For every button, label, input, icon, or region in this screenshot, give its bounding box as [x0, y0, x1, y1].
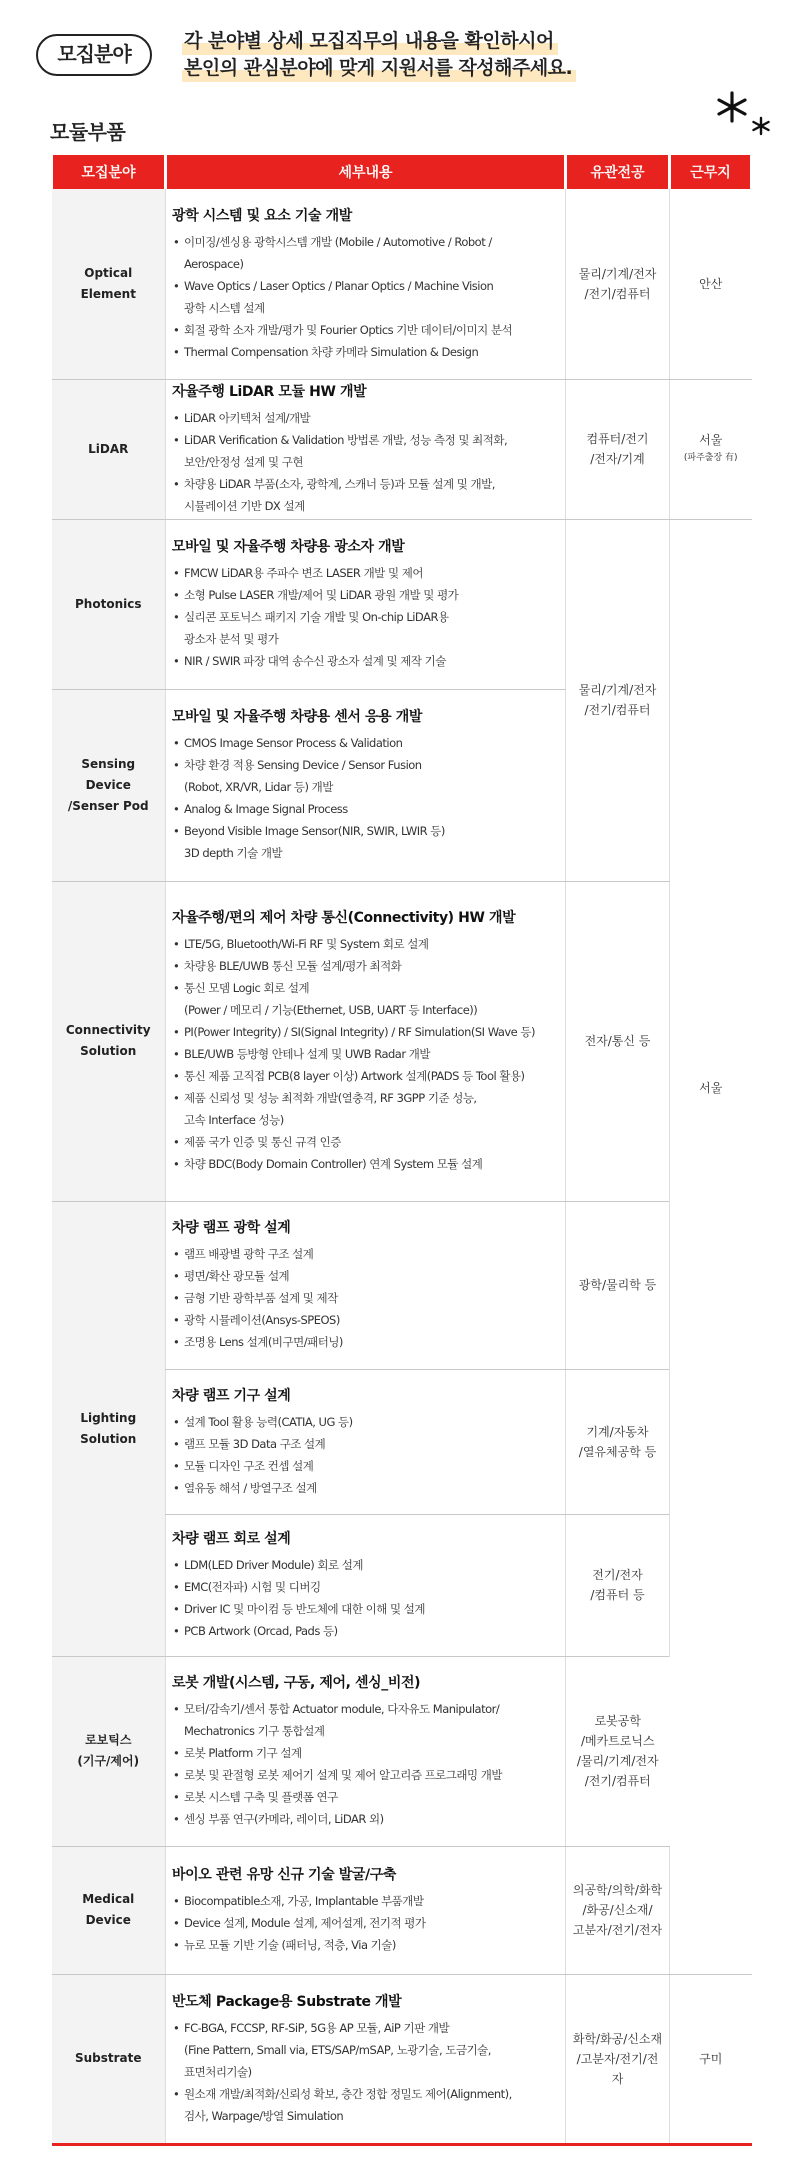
list-item: • LiDAR 아키텍처 설계/개발 — [172, 407, 559, 429]
category-cell: Photonics — [52, 519, 166, 689]
list-item: (Power / 메모리 / 기능(Ethernet, USB, UART 등 Interface)) — [184, 1003, 478, 1017]
list-item: • LiDAR Verification & Validation 방법론 개발, 성능 측정 및 최적화, — [172, 429, 559, 451]
major-cell: 화학/화공/신소재 /고분자/전기/전자 — [566, 1974, 670, 2144]
intro-line-2: 본인의 관심분야에 맞게 지원서를 작성해주세요. — [182, 55, 576, 82]
recruit-field-badge: 모집분야 — [36, 34, 152, 76]
list-item: • PI(Power Integrity) / SI(Signal Integrity) / RF Simulation(SI Wave 등) — [172, 1021, 559, 1043]
header-location: 근무지 — [670, 155, 752, 189]
table-row — [52, 1846, 752, 1974]
major-cell: 전자/통신 등 — [566, 881, 670, 1201]
table-row — [52, 379, 752, 519]
category-cell: Optical Element — [52, 189, 166, 379]
category-cell: 로보틱스 (기구/제어) — [52, 1656, 166, 1846]
list-item: 광학 시스템 설계 — [184, 300, 265, 315]
major-cell: 전기/전자 /컴퓨터 등 — [566, 1514, 670, 1656]
details-cell — [166, 1369, 566, 1514]
major-cell: 광학/물리학 등 — [566, 1201, 670, 1369]
list-item: • FMCW LiDAR용 주파수 변조 LASER 개발 및 제어 — [172, 562, 559, 584]
list-item: • 모터/감속기/센서 통합 Actuator module, 다자유도 Manipulator/ — [172, 1698, 559, 1720]
header-field: 모집분야 — [52, 155, 166, 189]
asterisk-icon — [716, 90, 776, 150]
list-item: • 제품 국가 인증 및 통신 규격 인증 — [172, 1131, 559, 1153]
list-item: • EMC(전자파) 시험 및 디버깅 — [172, 1576, 559, 1598]
details-title: 자율주행/편의 제어 차량 통신(Connectivity) HW 개발 — [172, 910, 516, 926]
list-item: • Wave Optics / Laser Optics / Planar Optics / Machine Vision — [172, 275, 559, 297]
major-cell: 물리/기계/전자 /전기/컴퓨터 — [566, 189, 670, 379]
list-item: • LTE/5G, Bluetooth/Wi-Fi RF 및 System 회로 설계 — [172, 933, 559, 955]
details-title: 반도체 Package용 Substrate 개발 — [172, 1993, 402, 2010]
list-item: • 광학 시뮬레이션(Ansys-SPEOS) — [172, 1309, 559, 1331]
list-item: • 차량용 LiDAR 부품(소자, 광학계, 스캐너 등)과 모듈 설계 및 개발, — [172, 473, 559, 495]
table-header-row — [52, 155, 752, 189]
list-item: • Device 설계, Module 설계, 제어설계, 전기적 평가 — [172, 1912, 559, 1934]
list-item: • Beyond Visible Image Sensor(NIR, SWIR, LWIR 등) — [172, 820, 559, 842]
category-cell: Medical Device — [52, 1846, 166, 1974]
category-cell: Substrate — [52, 1974, 166, 2144]
list-item: • Analog & Image Signal Process — [172, 798, 559, 820]
list-item: • 차량 BDC(Body Domain Controller) 연계 System 모듈 설계 — [172, 1153, 559, 1175]
details-title: 차량 램프 기구 설계 — [172, 1387, 291, 1404]
major-cell: 로봇공학 /메카트로닉스 /물리/기계/전자 /전기/컴퓨터 — [566, 1656, 670, 1846]
list-item: • LDM(LED Driver Module) 회로 설계 — [172, 1554, 559, 1576]
list-item: 보안/안정성 설계 및 구현 — [184, 455, 303, 469]
location-cell: 서울 — [670, 519, 752, 1656]
details-cell — [166, 1846, 566, 1974]
details-title: 바이오 관련 유망 신규 기술 발굴/구축 — [172, 1867, 396, 1883]
list-item: • 모듈 디자인 구조 컨셉 설계 — [172, 1455, 559, 1477]
details-title: 자율주행 LiDAR 모듈 HW 개발 — [172, 384, 367, 400]
list-item: • NIR / SWIR 파장 대역 송수신 광소자 설계 및 제작 기술 — [172, 650, 559, 672]
list-item: • 센싱 부품 연구(카메라, 레이더, LiDAR 외) — [172, 1808, 559, 1830]
major-cell: 기계/자동차 /열유체공학 등 — [566, 1369, 670, 1514]
list-item: • 통신 모뎀 Logic 회로 설계 — [172, 977, 559, 999]
list-item: (Robot, XR/VR, Lidar 등) 개발 — [184, 780, 333, 794]
list-item: • 열유동 해석 / 방열구조 설계 — [172, 1477, 559, 1499]
intro-text — [182, 28, 702, 82]
location-note: (파주출장 有) — [683, 453, 738, 463]
location-cell: 구미 — [670, 1974, 752, 2144]
list-item: • PCB Artwork (Orcad, Pads 등) — [172, 1620, 559, 1642]
major-cell: 컴퓨터/전기 /전자/기계 — [566, 379, 670, 519]
list-item: • 평면/확산 광모듈 설계 — [172, 1265, 559, 1287]
header-details: 세부내용 — [166, 155, 566, 189]
table-row — [52, 1656, 752, 1846]
details-cell — [166, 1974, 566, 2144]
list-item: 시뮬레이션 기반 DX 설계 — [184, 499, 305, 513]
category-cell: LiDAR — [52, 379, 166, 519]
page-header — [36, 28, 776, 98]
header-major: 유관전공 — [566, 155, 670, 189]
list-item: • 뉴로 모듈 기반 기술 (패터닝, 적층, Via 기술) — [172, 1934, 559, 1956]
details-title: 차량 램프 회로 설계 — [172, 1531, 291, 1547]
category-cell: Sensing Device /Senser Pod — [52, 689, 166, 881]
table-row — [52, 881, 752, 1201]
details-cell — [166, 1656, 566, 1846]
list-item: 3D depth 기술 개발 — [184, 846, 283, 860]
location-cell — [670, 379, 752, 519]
list-item: • 램프 모듈 3D Data 구조 설계 — [172, 1433, 559, 1455]
list-item: 검사, Warpage/방열 Simulation — [184, 2108, 344, 2123]
list-item: • 소형 Pulse LASER 개발/제어 및 LiDAR 광원 개발 및 평가 — [172, 584, 559, 606]
details-cell — [166, 379, 566, 519]
details-title: 모바일 및 자율주행 차량용 광소자 개발 — [172, 539, 405, 555]
list-item: • 로봇 및 관절형 로봇 제어기 설계 및 제어 알고리즘 프로그래밍 개발 — [172, 1764, 559, 1786]
list-item: • 실리콘 포토닉스 패키지 기술 개발 및 On-chip LiDAR용 — [172, 606, 559, 628]
location-cell — [670, 1846, 752, 1974]
list-item: 광소자 분석 및 평가 — [184, 632, 279, 646]
details-cell — [166, 189, 566, 379]
list-item: • 로봇 Platform 기구 설계 — [172, 1742, 559, 1764]
list-item: • 금형 기반 광학부품 설계 및 제작 — [172, 1287, 559, 1309]
section-title: 모듈부품 — [50, 120, 126, 144]
details-cell — [166, 519, 566, 689]
major-cell: 의공학/의학/화학 /화공/신소재/ 고분자/전기/전자 — [566, 1846, 670, 1974]
details-cell — [166, 881, 566, 1201]
list-item: • 차량용 BLE/UWB 통신 모듈 설계/평가 최적화 — [172, 955, 559, 977]
list-item: • 램프 배광별 광학 구조 설계 — [172, 1243, 559, 1265]
list-item: • Driver IC 및 마이컴 등 반도체에 대한 이해 및 설계 — [172, 1598, 559, 1620]
category-cell: Connectivity Solution — [52, 881, 166, 1201]
details-cell — [166, 1514, 566, 1656]
list-item: 표면처리기술) — [184, 2064, 252, 2079]
list-item: Aerospace) — [184, 256, 244, 271]
details-title: 광학 시스템 및 요소 기술 개발 — [172, 207, 352, 224]
list-item: • 제품 신뢰성 및 성능 최적화 개발(열충격, RF 3GPP 기준 성능, — [172, 1087, 559, 1109]
location-cell: 안산 — [670, 189, 752, 379]
details-cell — [166, 1201, 566, 1369]
table-row — [52, 1974, 752, 2144]
table-row — [52, 189, 752, 379]
table-row — [52, 519, 752, 689]
list-item: • 조명용 Lens 설계(비구면/패터닝) — [172, 1331, 559, 1353]
details-title: 모바일 및 자율주행 차량용 센서 응용 개발 — [172, 709, 422, 725]
list-item: • 회절 광학 소자 개발/평가 및 Fourier Optics 기반 데이터/이미지 분석 — [172, 319, 559, 341]
list-item: 고속 Interface 성능) — [184, 1113, 284, 1127]
list-item: Mechatronics 기구 통합설계 — [184, 1724, 325, 1738]
list-item: • 이미징/센싱용 광학시스템 개발 (Mobile / Automotive / Robot / — [172, 231, 559, 253]
details-cell — [166, 689, 566, 881]
intro-line-1: 각 분야별 상세 모집직무의 내용을 확인하시어 — [182, 28, 558, 55]
list-item: • 설계 Tool 활용 능력(CATIA, UG 등) — [172, 1411, 559, 1433]
list-item: • 원소재 개발/최적화/신뢰성 확보, 층간 정합 정밀도 제어(Alignment), — [172, 2083, 559, 2105]
location-name: 서울 — [699, 433, 723, 447]
table-row — [52, 1201, 752, 1369]
recruit-table — [50, 155, 753, 2146]
category-cell: Lighting Solution — [52, 1201, 166, 1656]
list-item: • CMOS Image Sensor Process & Validation — [172, 732, 559, 754]
major-cell: 물리/기계/전자 /전기/컴퓨터 — [566, 519, 670, 881]
list-item: • BLE/UWB 등방형 안테나 설계 및 UWB Radar 개발 — [172, 1043, 559, 1065]
list-item: • Thermal Compensation 차량 카메라 Simulation & Design — [172, 341, 559, 363]
list-item: • FC-BGA, FCCSP, RF-SiP, 5G용 AP 모듈, AiP 기판 개발 — [172, 2017, 559, 2039]
list-item: (Fine Pattern, Small via, ETS/SAP/mSAP, 노광기술, 도금기술, — [184, 2042, 491, 2057]
details-title: 차량 램프 광학 설계 — [172, 1220, 291, 1236]
list-item: • 통신 제품 고직접 PCB(8 layer 이상) Artwork 설계(PADS 등 Tool 활용) — [172, 1065, 559, 1087]
details-title: 로봇 개발(시스템, 구동, 제어, 센싱_비전) — [172, 1675, 421, 1691]
list-item: • Biocompatible소재, 가공, Implantable 부품개발 — [172, 1890, 559, 1912]
list-item: • 로봇 시스템 구축 및 플랫폼 연구 — [172, 1786, 559, 1808]
list-item: • 차량 환경 적용 Sensing Device / Sensor Fusion — [172, 754, 559, 776]
